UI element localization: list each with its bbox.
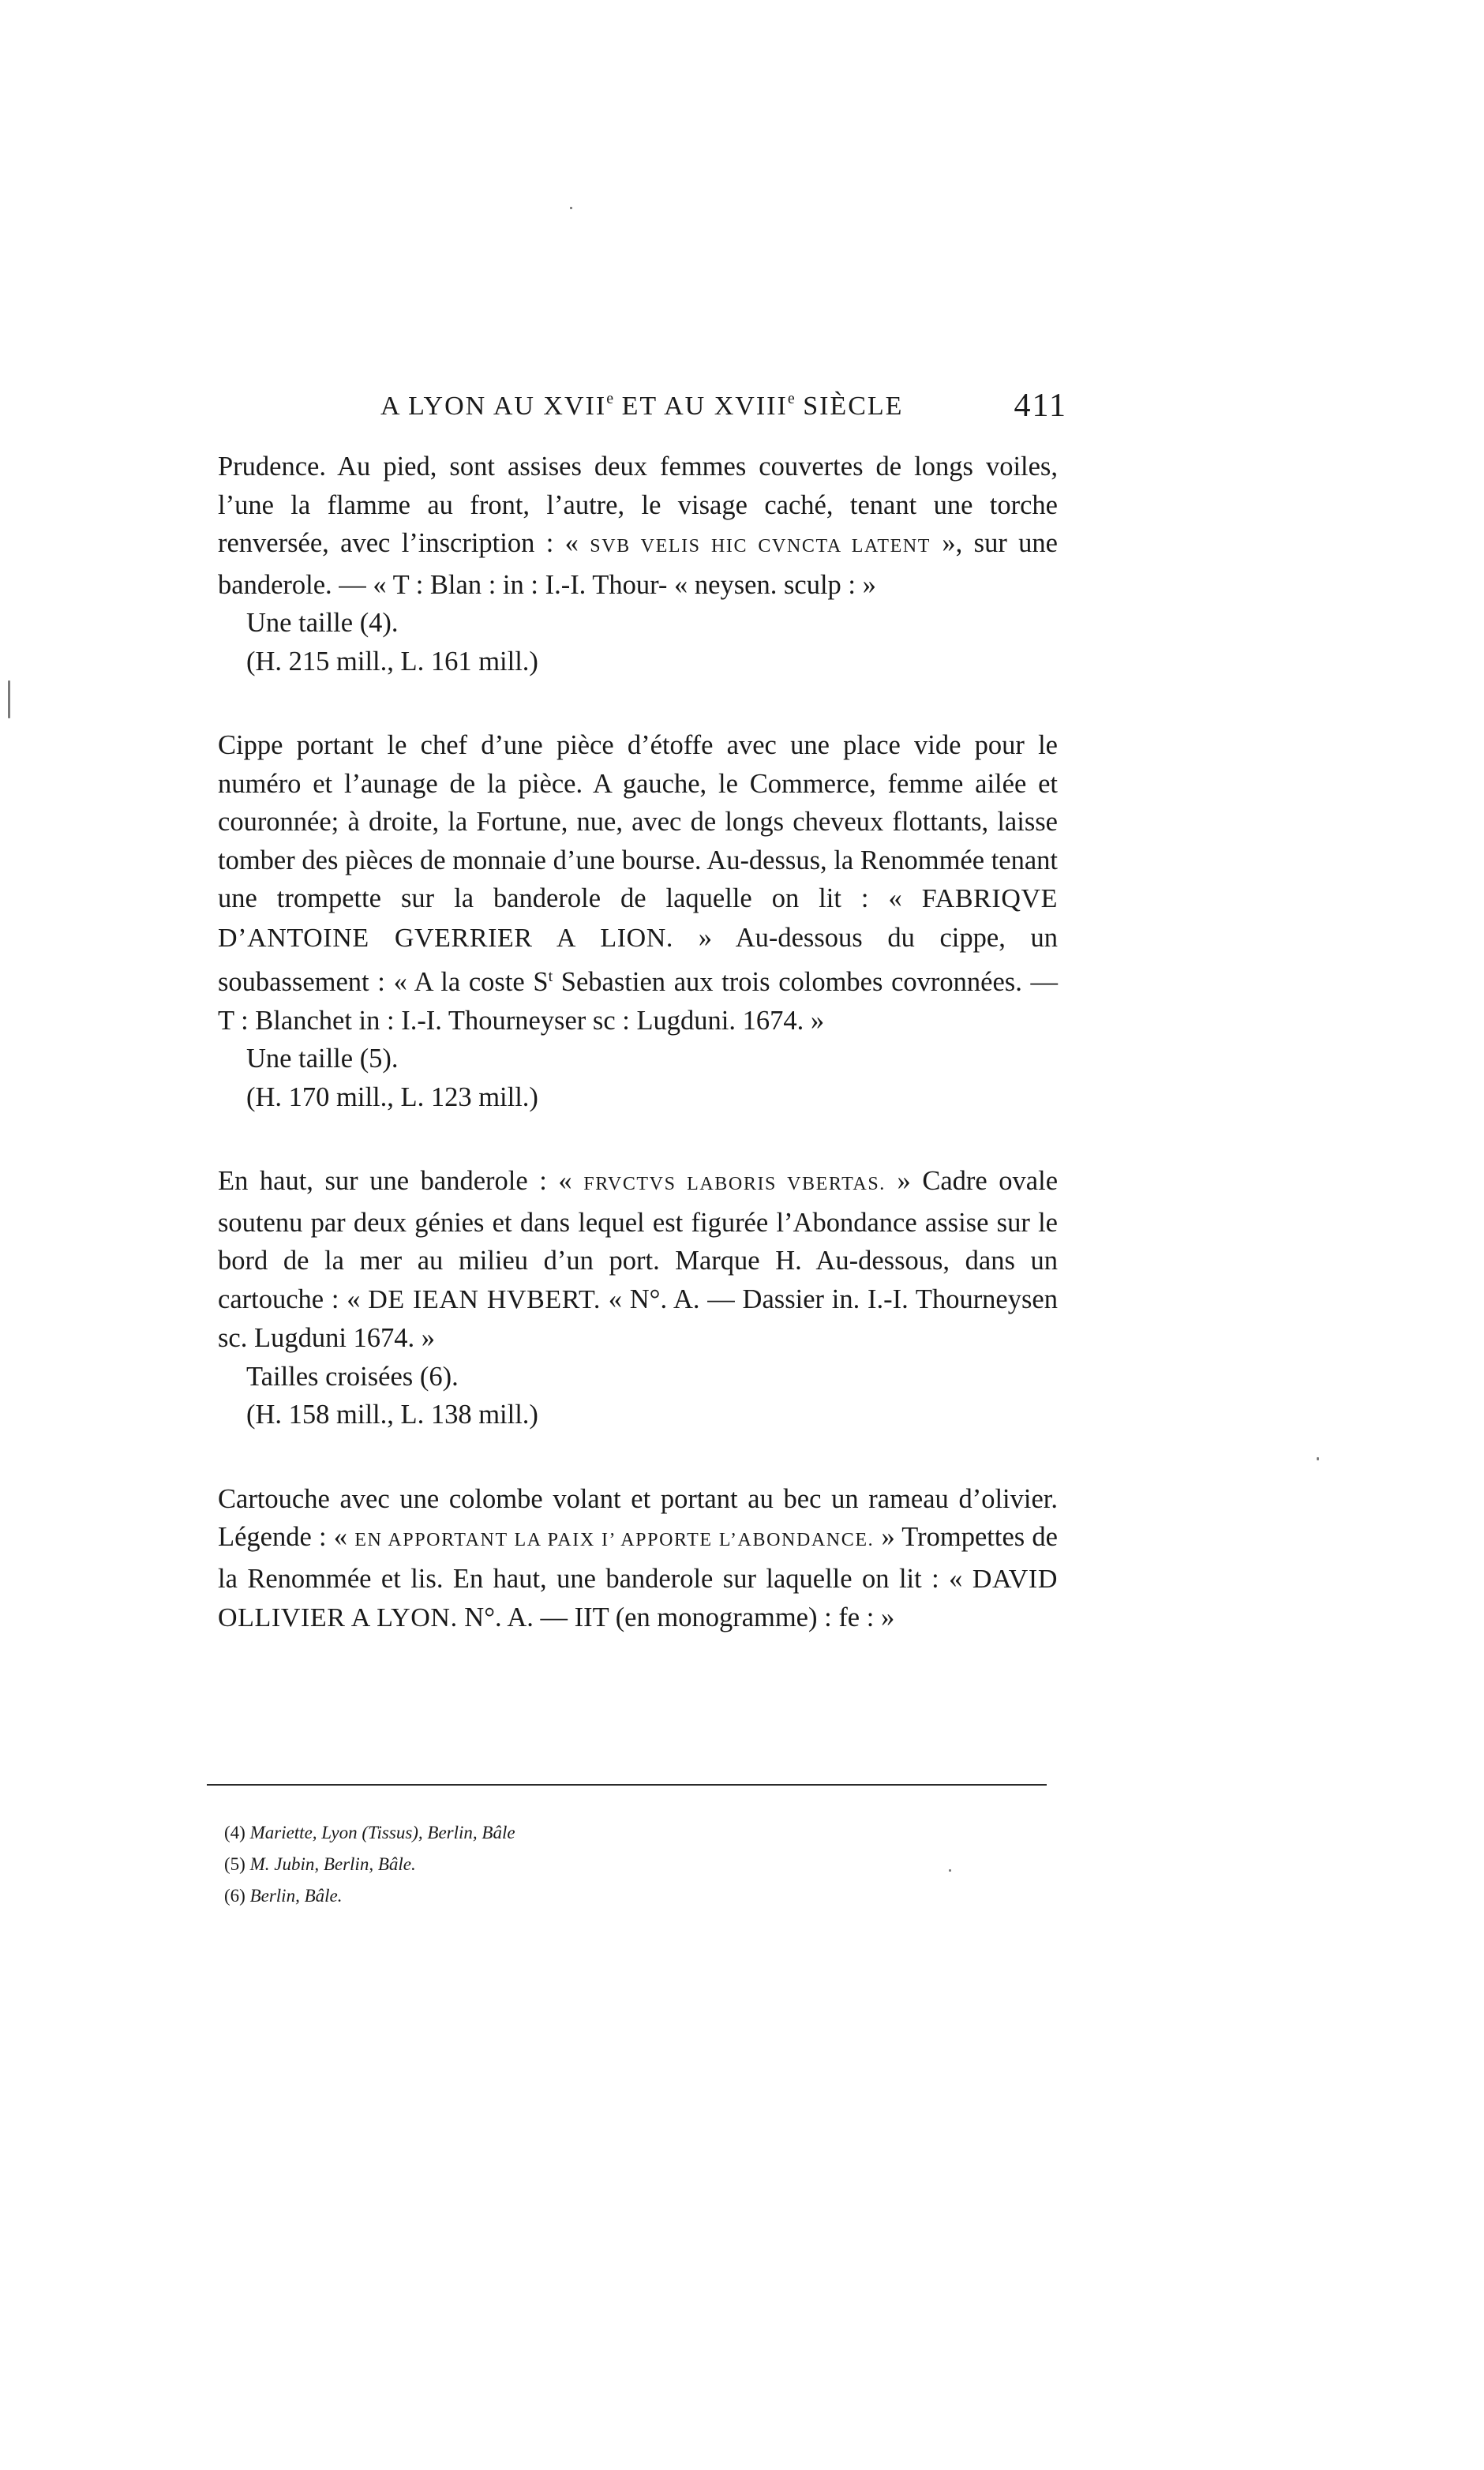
text-run: » Trompettes de la Renommée et lis. En haut, une banderole sur laquelle on lit : « bbox=[218, 1522, 1058, 1594]
paragraph bbox=[218, 1480, 1058, 1638]
paragraph bbox=[218, 1162, 1058, 1358]
footnote-text: Berlin, Bâle. bbox=[249, 1886, 343, 1906]
running-head-part: A LYON AU XVII bbox=[380, 392, 607, 421]
technique-line: Une taille (4). bbox=[246, 608, 399, 638]
paragraph bbox=[218, 726, 1058, 1040]
text-run: Sebastien aux trois colombes covronnées. — T : Blanchet in : I.-I. Thourneyser sc : Lugduni. 1674. » bbox=[218, 967, 1058, 1036]
running-head-superscript: e bbox=[787, 390, 795, 407]
footnote bbox=[224, 1880, 515, 1912]
footnote bbox=[224, 1817, 515, 1849]
text-run: Prudence. Au pied, sont assises deux femmes couvertes de longs voiles, l’une la flamme au front, l’autre, le visage caché, tenant une torche renversée, avec l’inscription : « bbox=[218, 452, 1058, 558]
paragraph-gap bbox=[218, 680, 1058, 726]
footnote-number: (4) bbox=[224, 1823, 245, 1842]
capitals-text: DE IEAN HVBERT. bbox=[368, 1284, 601, 1314]
dimensions-line: (H. 170 mill., L. 123 mill.) bbox=[246, 1081, 538, 1112]
small-caps-text: EN APPORTANT LA PAIX I’ APPORTE L’ABONDANCE. bbox=[354, 1530, 875, 1550]
footnote-number: (6) bbox=[224, 1886, 245, 1906]
footnote-number: (5) bbox=[224, 1854, 245, 1874]
text-run: », sur une banderole. — « T : Blan : in : I.-I. Thour- « neysen. sculp : » bbox=[218, 528, 1058, 600]
footnotes bbox=[224, 1817, 515, 1912]
small-caps-text: SVB VELIS HIC CVNCTA LATENT bbox=[590, 536, 931, 557]
text-run: Cartouche avec une colombe volant et portant au bec un rameau d’olivier. Légende : « bbox=[218, 1483, 1058, 1552]
technique-line: Une taille (5). bbox=[246, 1044, 399, 1074]
text-run: « N°. A. — Dassier in. I.-I. Thourneysen sc. Lugduni 1674. » bbox=[218, 1284, 1058, 1353]
text-run: En haut, sur une banderole : « bbox=[218, 1166, 584, 1196]
running-head-part: SIÈCLE bbox=[794, 392, 904, 421]
running-head-part: ET AU XVIII bbox=[613, 392, 788, 421]
text-run: » Cadre ovale soutenu par deux génies et dans lequel est figurée l’Abondance assise sur le bord de la mer au milieu d’un port. Marque H. Au-dessous, dans un cartouche : « bbox=[218, 1166, 1059, 1314]
text-run: N°. A. — IIT (en monogramme) : fe : » bbox=[457, 1602, 895, 1632]
dimensions-line: (H. 158 mill., L. 138 mill.) bbox=[246, 1400, 538, 1430]
text-run: » Au-dessous du cippe, un soubassement : « A la coste S bbox=[218, 922, 1058, 997]
superscript: t bbox=[548, 968, 553, 985]
paragraph-gap bbox=[218, 1434, 1058, 1480]
running-head-superscript: e bbox=[606, 390, 614, 407]
body-text bbox=[218, 448, 1058, 1638]
running-head-title bbox=[380, 390, 903, 422]
paragraph-gap bbox=[218, 1116, 1058, 1162]
footnote-rule bbox=[207, 1784, 1047, 1786]
footnote-text: Mariette, Lyon (Tissus), Berlin, Bâle bbox=[249, 1823, 515, 1842]
footnote bbox=[224, 1849, 515, 1880]
small-caps-text: FRVCTVS LABORIS VBERTAS. bbox=[583, 1174, 886, 1194]
technique-line: Tailles croisées (6). bbox=[246, 1361, 459, 1392]
paragraph bbox=[218, 448, 1058, 604]
capitals-text: FABRIQVE D’ANTOINE GVERRIER A LION. bbox=[218, 884, 1058, 953]
capitals-text: DAVID OLLIVIER A LYON. bbox=[218, 1564, 1058, 1632]
dimensions-line: (H. 215 mill., L. 161 mill.) bbox=[246, 646, 538, 677]
running-head bbox=[380, 390, 1067, 429]
page-number: 411 bbox=[1014, 388, 1067, 424]
text-run: Cippe portant le chef d’une pièce d’étoffe avec une place vide pour le numéro et l’aunage de la pièce. A gauche, le Commerce, femme ailée et couronnée; à droite, la Fortune, nue, avec de longs cheveux flottants, laisse tomber des pièces de monnaie d’une bourse. Au-dessus, la Renommée tenant une trompette sur la banderole de laquelle on lit : « bbox=[218, 730, 1058, 913]
footnote-text: M. Jubin, Berlin, Bâle. bbox=[249, 1854, 416, 1874]
